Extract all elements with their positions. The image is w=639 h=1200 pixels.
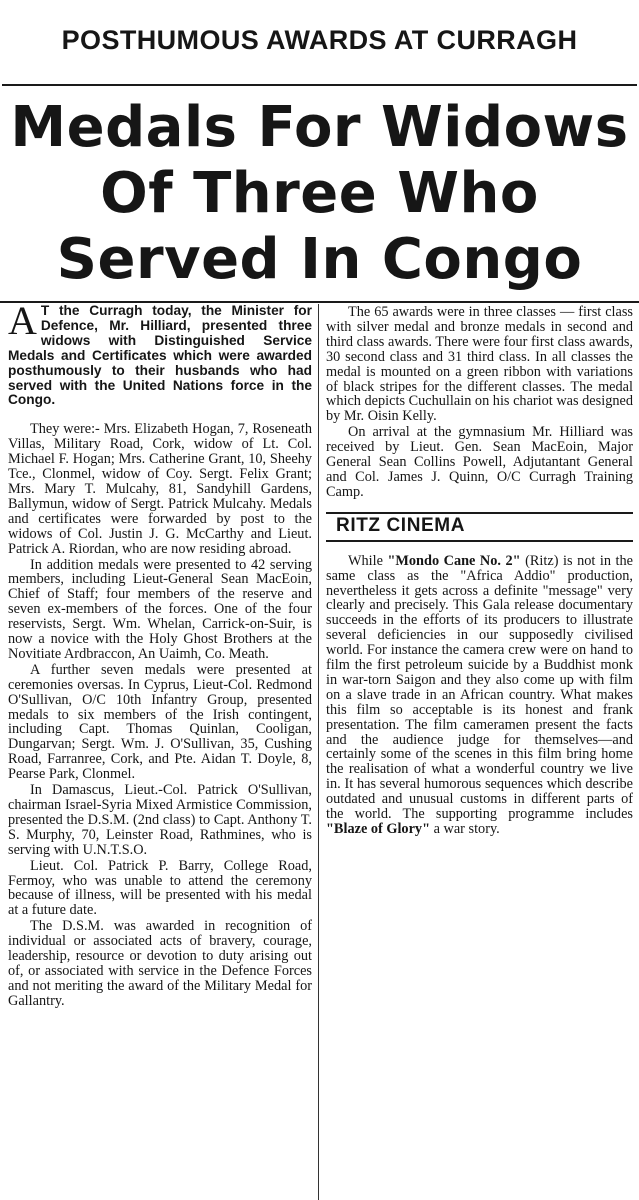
article-column-left: [8, 298, 312, 1009]
headline-line-2: Of Three Who: [100, 160, 539, 226]
review-support-title: "Blaze of Glory": [326, 821, 431, 837]
review-text-1: While: [348, 552, 388, 569]
review-heading-bar: [326, 512, 633, 542]
review-heading: RITZ CINEMA: [336, 514, 466, 536]
article-paragraph-5: Lieut. Col. Patrick P. Barry, College Road, Fermoy, who was unable to attend the ceremony because of illness, will be presented with his medal at a future date.: [8, 857, 312, 919]
lede-text: T the Curragh today, the Minister for Defence, Mr. Hilliard, presented three widows with Distinguished Service Medals and Certificates which were awarded posthumously to their husbands who had served with the United Nations force in the Congo.: [8, 303, 312, 408]
article-paragraph-6: The D.S.M. was awarded in recognition of individual or associated acts of bravery, courage, leadership, resource or devotion to duty arising out of, or associated with service in the Defence Forces and not meriting the award of the Military Medal for Gallantry.: [8, 918, 312, 1009]
review-text-3: a war story.: [430, 821, 500, 837]
article-paragraph-4: In Damascus, Lieut.-Col. Patrick O'Sullivan, chairman Israel-Syria Mixed Armistice Commission, presented the D.S.M. (2nd class) to Capt. Anthony T. S. Murphy, 70, Leinster Road, Rathmines, who is serving with U.N.T.S.O.: [8, 782, 312, 858]
article-column-right: [326, 304, 633, 837]
article-paragraph-2: In addition medals were presented to 42 serving members, including Lieut-General Sean MacEoin, Chief of Staff; four members of the reserve and seven ex-members of the forces. One of the four reservists, Sergt. Wm. Whelan, Carrick-on-Suir, is now a novice with the Holy Ghost Brothers at the Novitiate Ardbraccon, An Uaimh, Co. Meath.: [8, 556, 312, 662]
article-paragraph-1: They were:- Mrs. Elizabeth Hogan, 7, Roseneath Villas, Military Road, Cork, widow of Lt. Col. Michael F. Hogan; Mrs. Catherine Grant, 10, Sheehy Tce., Clonmel, widow of Coy. Sergt. Felix Grant; Mrs. Mary T. Mulcahy, 81, Sandyhill Gardens, Ballymun, widow of Sergt. Patrick Mulcahy. Medals and certificates were forwarded by post to the widows of Col. Justin J. G. McCarthy and Lieut. Patrick A. Riordan, who are now residing abroad.: [8, 421, 312, 557]
headline: [0, 86, 639, 303]
column-divider: [318, 304, 319, 1200]
kicker-bar: [2, 0, 637, 86]
article-paragraph-8: On arrival at the gymnasium Mr. Hilliard was received by Lieut. Gen. Sean MacEoin, Major General Sean Collins Powell, Adjutantant General and Col. James J. Quinn, O/C Curragh Training Camp.: [326, 424, 633, 500]
article-lede: [8, 298, 312, 408]
headline-line-3: Served In Congo: [56, 226, 583, 292]
kicker-text: POSTHUMOUS AWARDS AT CURRAGH: [61, 24, 578, 55]
review-film-title: "Mondo Cane No. 2": [387, 552, 521, 569]
review-paragraph: [326, 554, 633, 837]
article-paragraph-3: A further seven medals were presented at ceremonies oversas. In Cyprus, Lieut-Col. Redmond O'Sullivan, O/C 10th Infantry Group, presented medals to six members of the Irish contingent, including Capt. Thomas Quinlan, Cooligan, Dungarvan; Sergt. Wm. J. O'Sullivan, 35, Cushing Road, Farranree, Cork, and Pte. Aidan T. Doyle, 8, Pearse Park, Clonmel.: [8, 661, 312, 783]
headline-line-1: Medals For Widows: [10, 94, 629, 160]
drop-cap: A: [8, 298, 37, 343]
review-text-2: (Ritz) is not in the same class as the "Africa Addio" production, nevertheless it gets across a definite "message" very clearly and precisely. This Gala release documentary succeeds in the efforts of its producers to illustrate several deficiencies in our supposedly civilised world. For instance the camera crew were on hand to film the first petroleum suicide by a Buddhist monk in war-torn Saigon and they also come up with film on a slave trade in an African country. What makes this film so acceptable is its honest and frank presentation. The film cameramen present the facts and the audience judge for themselves—and certainly some of the scenes in this film bring home the realisation of what a wonderful country we live in. It has several humorous sequences which describe outdated and unusual customs in different parts of the world. The supporting programme includes: [326, 552, 633, 823]
article-paragraph-7: The 65 awards were in three classes — first class with silver medal and bronze medals in second and third class awards. There were four first class awards, 30 second class and 31 third class. In all classes the medal is mounted on a green ribbon with variations of black stripes for the different classes. The medal which depicts Cuchullain on his chariot was designed by Mr. Oisin Kelly.: [326, 304, 634, 425]
